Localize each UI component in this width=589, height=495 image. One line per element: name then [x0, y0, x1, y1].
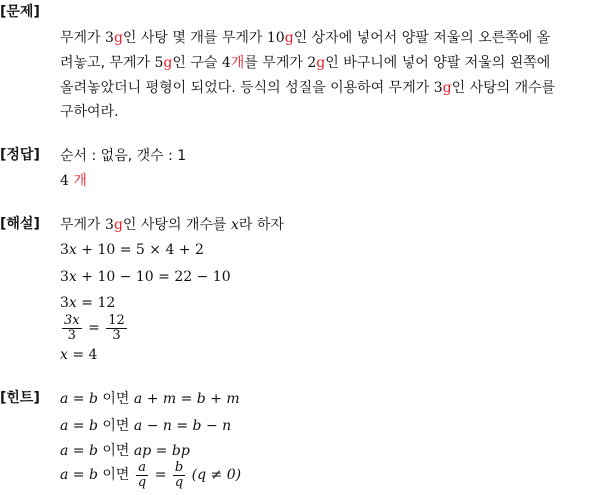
problem-text: 려놓고, 무게가	[60, 55, 155, 71]
hint-result: a − n = b − n	[133, 418, 232, 434]
solution-equation-4	[60, 311, 129, 345]
fraction	[62, 314, 82, 343]
problem-line-4: 구하여라.	[60, 104, 119, 120]
solution-intro	[60, 217, 284, 233]
problem-label: [문제]	[0, 4, 40, 20]
solution-text: 무게가	[60, 217, 106, 233]
hint-word: 이면	[102, 467, 130, 483]
variable: x	[68, 295, 77, 311]
equation-rest: = 4	[67, 347, 98, 363]
solution-text: 라 하자	[238, 217, 284, 233]
answer-number: 4	[60, 173, 69, 189]
solution-equation-3	[60, 295, 115, 311]
unit-count: 개	[230, 55, 245, 71]
number: 4	[221, 55, 231, 71]
number: 2	[307, 55, 317, 71]
denominator: 3	[67, 327, 76, 343]
hint-condition-note: (q ≠ 0)	[191, 467, 242, 483]
equation-rest: + 10 = 5 × 4 + 2	[76, 242, 204, 258]
answer-line-1: 순서 : 없음, 갯수 : 1	[60, 148, 187, 164]
hint-condition: a = b	[60, 467, 98, 483]
hint-rule-1	[60, 391, 240, 407]
hint-rule-2	[60, 418, 231, 434]
denominator: 3	[112, 327, 121, 343]
numerator: a	[136, 461, 148, 476]
number: 5	[154, 55, 164, 71]
solution-equation-5	[60, 347, 97, 363]
hint-rule-4	[60, 458, 241, 492]
hint-word: 이면	[102, 418, 130, 434]
variable: x	[230, 217, 239, 233]
hint-word: 이면	[102, 391, 130, 407]
problem-line-2	[60, 55, 550, 71]
problem-text: 인 사탕 몇 개를 무게가	[122, 30, 267, 46]
numerator: 12	[108, 312, 125, 328]
fraction	[106, 314, 127, 343]
problem-text: 올려놓았더니 평형이 되었다. 등식의 성질을 이용하여 무게가	[60, 80, 434, 96]
variable: x	[60, 347, 68, 363]
answer-label: [정답]	[0, 147, 40, 163]
equals-sign: =	[154, 467, 167, 483]
problem-text: 인 바구니에 넣어 양팔 저울의 왼쪽에	[325, 55, 551, 71]
solution-equation-2	[60, 269, 231, 285]
unit-gram: g	[284, 30, 294, 46]
coef: 3	[60, 269, 69, 285]
fraction	[136, 461, 148, 490]
unit-gram: g	[442, 80, 452, 96]
problem-line-3	[60, 80, 555, 96]
coef: 3	[60, 295, 69, 311]
unit-gram: g	[316, 55, 326, 71]
equals-sign: =	[88, 320, 100, 336]
number: 3	[433, 80, 443, 96]
problem-text: 를 무게가	[244, 55, 308, 71]
number: 10	[266, 30, 285, 46]
numerator: 3x	[64, 312, 80, 328]
unit-gram: g	[163, 55, 173, 71]
hint-condition: a = b	[60, 443, 98, 459]
problem-line-1	[60, 30, 550, 46]
solution-text: 인 사탕의 개수를	[122, 217, 231, 233]
problem-text: 인 구슬	[172, 55, 222, 71]
fraction	[173, 461, 185, 490]
answer-line-2	[60, 173, 87, 189]
number: 3	[105, 217, 114, 233]
hint-rule-3	[60, 443, 190, 459]
hint-result: a + m = b + m	[133, 391, 240, 407]
problem-text: 인 사탕의 개수를	[451, 80, 556, 96]
hint-result: ap = bp	[133, 443, 190, 459]
problem-text: 무게가	[60, 30, 106, 46]
hint-label: [힌트]	[0, 390, 40, 406]
answer-unit: 개	[73, 173, 87, 189]
unit-gram: g	[113, 217, 123, 233]
variable: x	[68, 269, 77, 285]
equation-rest: + 10 − 10 = 22 − 10	[76, 269, 231, 285]
hint-condition: a = b	[60, 418, 98, 434]
denominator: q	[137, 474, 147, 490]
solution-equation-1	[60, 242, 204, 258]
denominator: q	[174, 474, 184, 490]
coef: 3	[60, 242, 69, 258]
numerator: b	[174, 459, 184, 475]
variable: x	[68, 242, 77, 258]
solution-label: [해설]	[0, 216, 40, 232]
hint-word: 이면	[102, 443, 130, 459]
equation-rest: = 12	[76, 295, 116, 311]
hint-condition: a = b	[60, 391, 98, 407]
number: 3	[105, 30, 114, 46]
unit-gram: g	[113, 30, 123, 46]
problem-text: 인 상자에 넣어서 양팔 저울의 오른쪽에 올	[293, 30, 551, 46]
